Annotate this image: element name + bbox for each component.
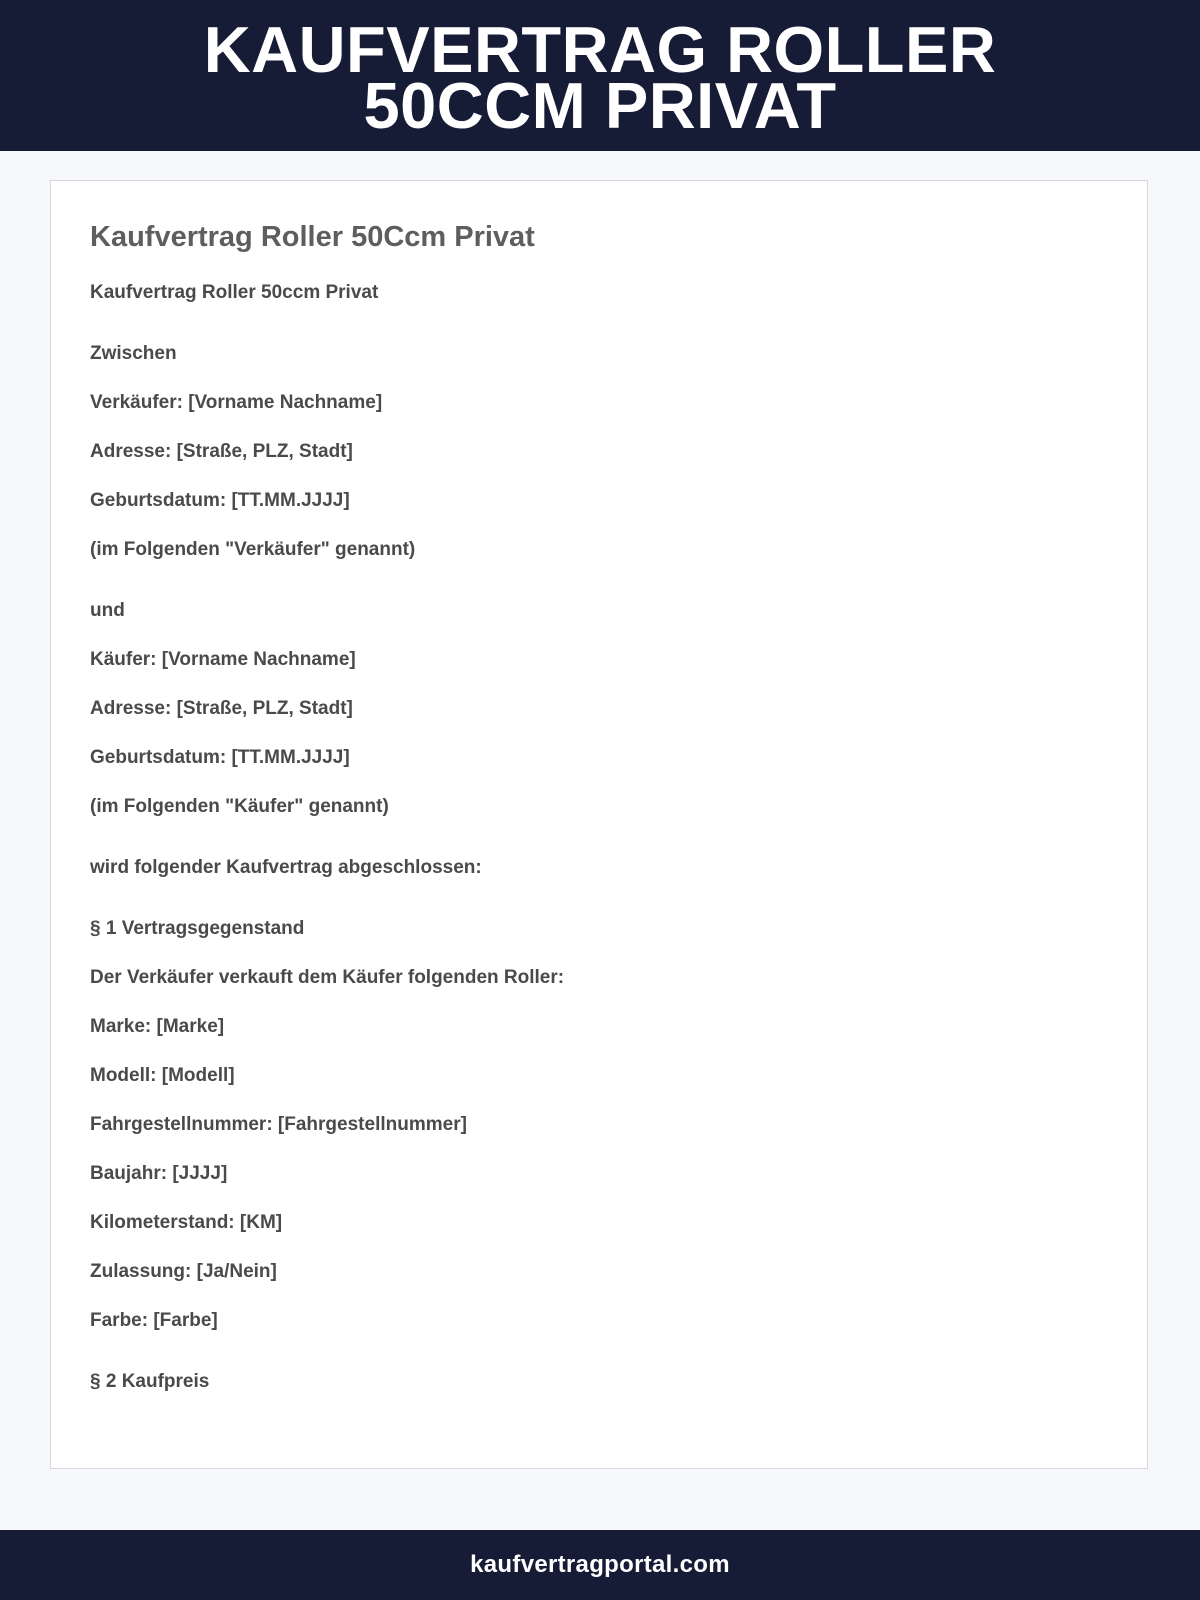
vehicle-color: Farbe: [Farbe] [90,1310,218,1331]
document-title: Kaufvertrag Roller 50Ccm Privat [90,221,535,253]
vehicle-chassis-number: Fahrgestellnummer: [Fahrgestellnummer] [90,1114,467,1135]
vehicle-mileage: Kilometerstand: [KM] [90,1212,283,1233]
section-2-heading: § 2 Kaufpreis [90,1371,210,1392]
section-1-intro: Der Verkäufer verkauft dem Käufer folgenden Roller: [90,967,565,988]
seller-birthdate: Geburtsdatum: [TT.MM.JJJJ] [90,490,350,511]
buyer-name: Käufer: [Vorname Nachname] [90,649,356,670]
footer-site-name: kaufvertragportal.com [470,1551,730,1578]
vehicle-year: Baujahr: [JJJJ] [90,1163,228,1184]
vehicle-model: Modell: [Modell] [90,1065,235,1086]
vehicle-registration: Zulassung: [Ja/Nein] [90,1261,277,1282]
buyer-birthdate: Geburtsdatum: [TT.MM.JJJJ] [90,747,350,768]
page-header [0,0,1200,151]
document-card [50,180,1148,1469]
contract-intro: wird folgender Kaufvertrag abgeschlossen: [90,857,482,878]
buyer-designation: (im Folgenden "Käufer" genannt) [90,796,389,817]
seller-designation: (im Folgenden "Verkäufer" genannt) [90,539,416,560]
seller-address: Adresse: [Straße, PLZ, Stadt] [90,441,353,462]
seller-name: Verkäufer: [Vorname Nachname] [90,392,383,413]
page-title: KAUFVERTRAG ROLLER 50CCM PRIVAT [203,12,997,142]
parties-and: und [90,600,125,621]
buyer-address: Adresse: [Straße, PLZ, Stadt] [90,698,353,719]
section-1-heading: § 1 Vertragsgegenstand [90,918,305,939]
document-subtitle: Kaufvertrag Roller 50ccm Privat [90,282,379,303]
parties-intro: Zwischen [90,343,177,364]
page-footer [0,1530,1200,1600]
vehicle-brand: Marke: [Marke] [90,1016,225,1037]
